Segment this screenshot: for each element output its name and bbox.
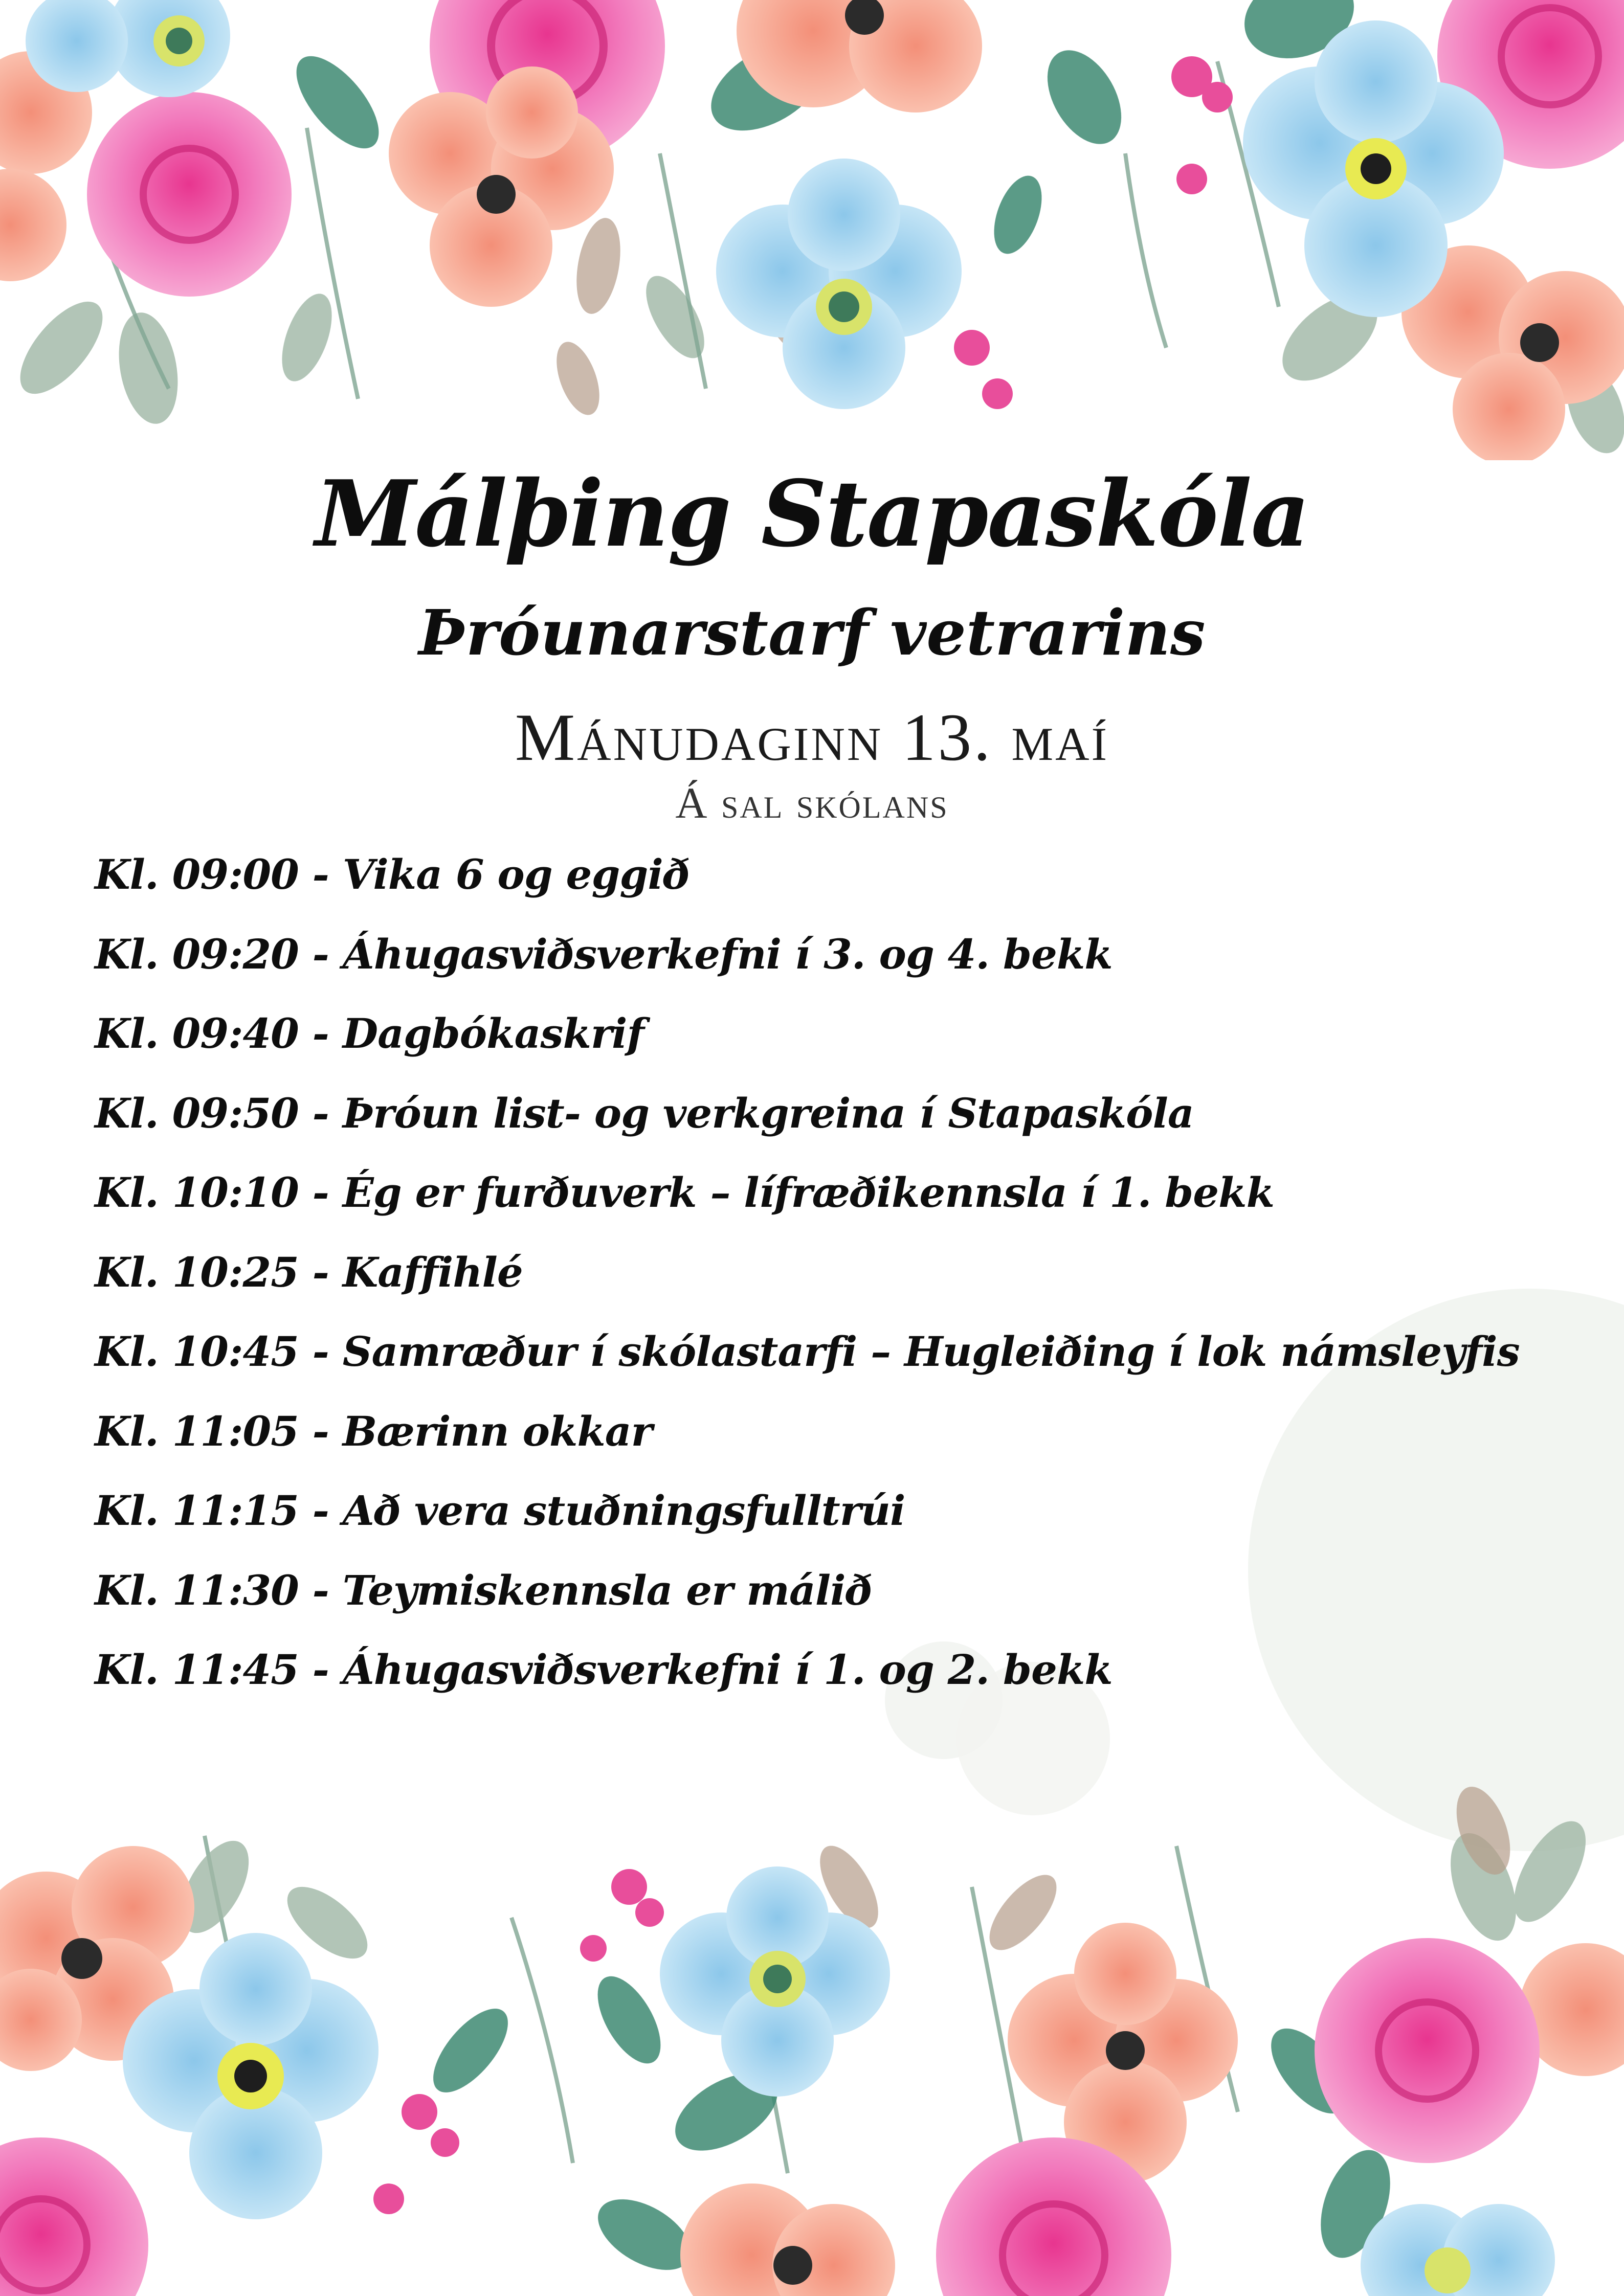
- event-date: Mánudaginn 13. maí: [515, 700, 1109, 775]
- floral-border-bottom: [0, 1754, 1624, 2296]
- schedule-item: Kl. 09:50 - Þróun list- og verkgreina í Stapaskóla: [95, 1089, 1194, 1137]
- schedule-item: Kl. 10:10 - Ég er furðuverk – lífræðikennsla í 1. bekk: [95, 1168, 1274, 1217]
- event-location: Á sal skólans: [675, 778, 949, 827]
- schedule-item: Kl. 11:30 - Teymiskennsla er málið: [95, 1566, 872, 1614]
- schedule-item: Kl. 09:00 - Vika 6 og eggið: [95, 850, 690, 898]
- schedule-item: Kl. 10:25 - Kaffihlé: [95, 1248, 523, 1296]
- schedule-item: Kl. 11:45 - Áhugasviðsverkefni í 1. og 2. bekk: [95, 1646, 1113, 1694]
- page-title: Málþing Stapaskóla: [315, 460, 1309, 567]
- schedule-list: [95, 846, 1520, 1721]
- schedule-item: Kl. 09:20 - Áhugasviðsverkefni í 3. og 4. bekk: [95, 930, 1113, 978]
- schedule-item: Kl. 09:40 - Dagbókaskrif: [95, 1009, 644, 1057]
- page-subtitle: Þróunarstarf vetrarins: [418, 596, 1206, 669]
- schedule-item: Kl. 11:15 - Að vera stuðningsfulltrúi: [95, 1487, 905, 1535]
- schedule-item: Kl. 10:45 - Samræður í skólastarfi – Hugleiðing í lok námsleyfis: [95, 1327, 1520, 1376]
- floral-border-top: [0, 0, 1624, 460]
- schedule-item: Kl. 11:05 - Bærinn okkar: [95, 1407, 652, 1455]
